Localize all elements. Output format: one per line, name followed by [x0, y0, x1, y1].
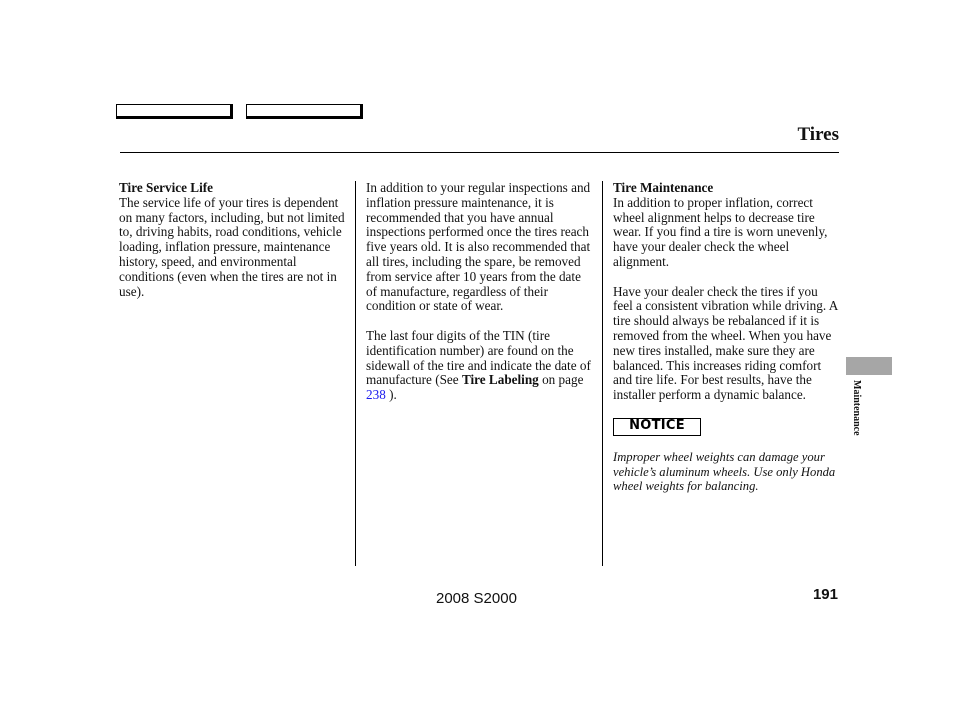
section-tab-label: Maintenance [851, 380, 862, 436]
header-rule [120, 152, 839, 153]
paragraph-tin [366, 329, 592, 403]
tin-text-end: ). [385, 387, 397, 403]
tin-text-mid: on page [538, 372, 584, 388]
column-tire-service-life [119, 181, 345, 314]
paragraph-service-life: The service life of your tires is dependent on many factors, including, but not limited to, driving habits, road conditions, vehicle loading, inflation pressure, maintenance history, speed, and environmental conditions (even when the tires are not in use). [119, 194, 345, 299]
section-heading-tire-service-life: Tire Service Life [119, 180, 213, 195]
page-238-link[interactable]: 238 [366, 387, 386, 403]
notice-text: Improper wheel weights can damage your vehicle’s aluminum wheels. Use only Honda wheel weights for balancing. [613, 449, 836, 494]
notice-badge [613, 418, 701, 436]
next-page-button[interactable] [246, 104, 363, 119]
tire-labeling-reference: Tire Labeling [461, 372, 539, 388]
column-tire-maintenance [613, 181, 839, 494]
footer-model: 2008 S2000 [436, 590, 517, 607]
section-tab-marker [846, 357, 892, 375]
column-inspections [366, 181, 592, 418]
paragraph-balancing: Have your dealer check the tires if you feel a consistent vibration while driving. A tire should always be rebalanced if it is removed from the wheel. When you have new tires installed, make sure they are balanced. This increases riding comfort and tire life. For best results, have the installer perform a dynamic balance. [613, 283, 838, 403]
page-title: Tires [797, 124, 839, 145]
section-heading-tire-maintenance: Tire Maintenance [613, 180, 714, 195]
page-number: 191 [812, 586, 838, 603]
previous-page-button[interactable] [116, 104, 233, 119]
notice-label: NOTICE [629, 418, 685, 434]
paragraph-wheel-alignment: In addition to proper inflation, correct wheel alignment helps to decrease tire wear. If you find a tire is worn unevenly, have your dealer check the wheel alignment. [613, 194, 828, 269]
column-divider [355, 181, 356, 566]
tin-text-start: The last four digits of the TIN (tire identification number) are found on the sidewall of the tire and indicate the date of manufacture (See [366, 327, 591, 388]
paragraph-annual-inspections: In addition to your regular inspections and inflation pressure maintenance, it is recommended that you have annual inspections performed once the tires reach five years old. It is also recommended that all tires, including the spare, be removed from service after 10 years from the date of manufacture, regardless of their condition or state of wear. [366, 180, 591, 314]
column-divider [602, 181, 603, 566]
